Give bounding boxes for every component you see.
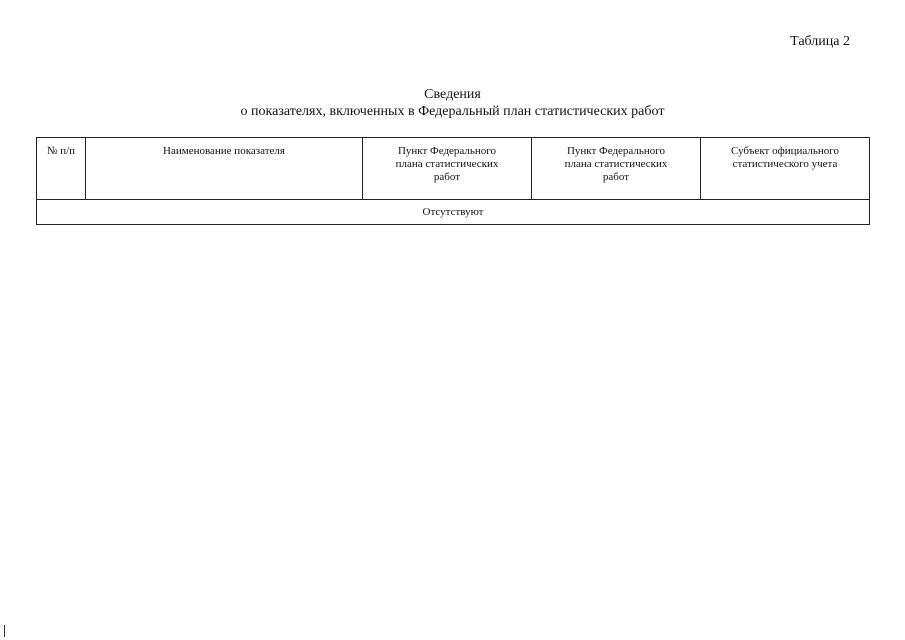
header-cell-accounting-subject: Субъект официального статистического учета: [701, 138, 870, 200]
header-cell-indicator-name: Наименование показателя: [86, 138, 363, 200]
header-cell-plan-item-1: Пункт Федерального плана статистических работ: [363, 138, 532, 200]
title-line-2: о показателях, включенных в Федеральный план статистических работ: [240, 104, 665, 119]
table-header-row: [37, 138, 870, 200]
table-number-label: Таблица 2: [790, 34, 850, 49]
scan-margin-mark: [4, 625, 5, 637]
table-row: [37, 200, 870, 225]
title-line-1: Сведения: [424, 87, 481, 102]
statistical-indicators-table: [36, 137, 870, 225]
document-title: [0, 86, 905, 120]
empty-message-cell: Отсутствуют: [37, 200, 870, 225]
header-cell-plan-item-2: Пункт Федерального плана статистических работ: [532, 138, 701, 200]
header-cell-number: № п/п: [37, 138, 86, 200]
